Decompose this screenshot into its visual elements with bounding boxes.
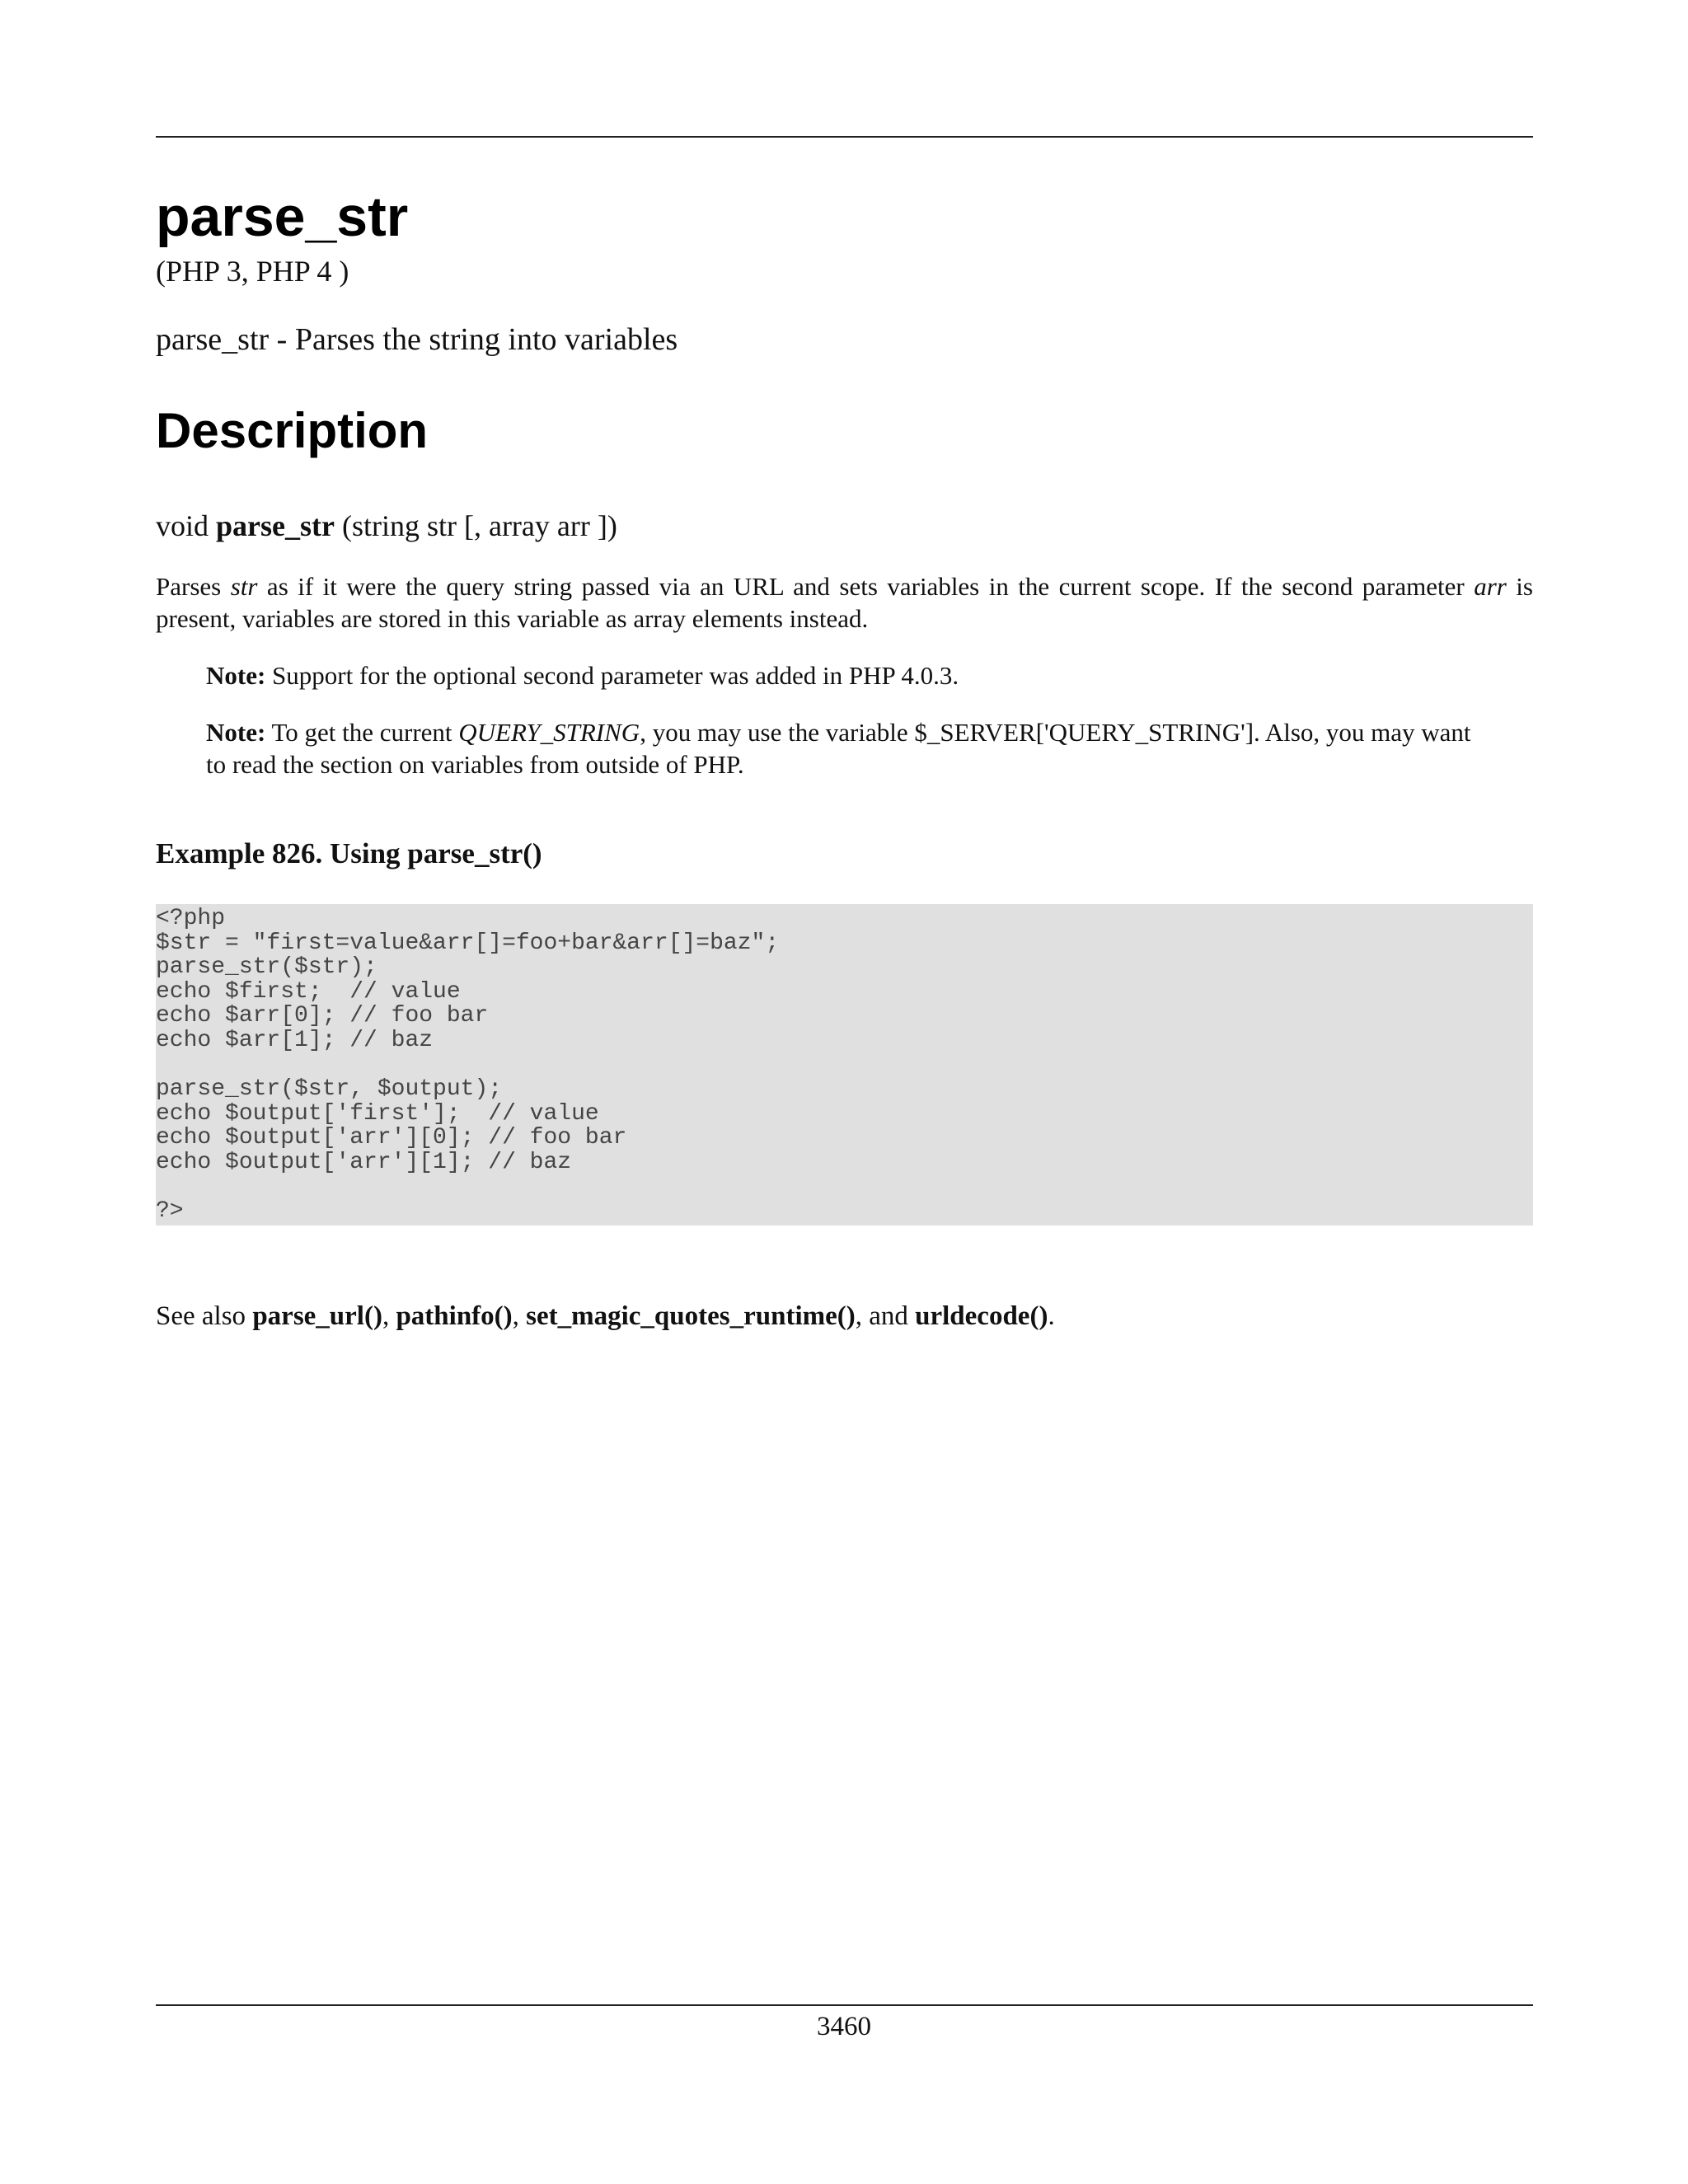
see-also-separator: , [382,1301,396,1331]
note-emphasis: QUERY_STRING [458,718,640,747]
code-line: parse_str($str, $output); [156,1076,503,1103]
see-also-link-parse-url[interactable]: parse_url() [252,1301,382,1331]
code-line: echo $output['arr'][1]; // baz [156,1149,572,1175]
page-number: 3460 [817,2012,871,2041]
note-query-string [206,716,1492,780]
description-text-2: as if it were the query string passed via an URL and sets variables in the current scope. If the second parameter [257,572,1475,601]
see-also-link-pathinfo[interactable]: pathinfo() [396,1301,513,1331]
function-synopsis [156,509,617,544]
description-text-1: Parses [156,572,231,601]
see-also [156,1301,1055,1333]
code-line: $str = "first=value&arr[]=foo+bar&arr[]=baz"; [156,930,780,956]
example-title: Example 826. Using parse_str() [156,837,542,869]
header-rule [156,136,1533,138]
section-heading-description: Description [156,403,429,458]
see-also-link-urldecode[interactable]: urldecode() [915,1301,1048,1331]
code-line: <?php [156,906,226,931]
param-str: str [230,572,258,601]
note-second-parameter [206,659,1492,691]
note-label: Note: [206,661,266,690]
description-text-3: is present, variables are stored in this variable as array elements instead. [156,572,1533,633]
code-example [156,904,1533,1226]
note-text: Support for the optional second parameter was added in PHP 4.0.3. [265,661,959,690]
code-line: echo $output['first']; // value [156,1100,599,1127]
code-line: ?> [156,1198,184,1225]
synopsis-return-type: void [156,509,217,542]
page-title: parse_str [156,185,409,248]
code-line: echo $arr[1]; // baz [156,1027,434,1053]
code-line: echo $arr[0]; // foo bar [156,1003,489,1029]
see-also-link-set-magic-quotes-runtime[interactable]: set_magic_quotes_runtime() [526,1301,856,1331]
see-also-separator: , and [855,1301,916,1331]
code-line: echo $output['arr'][0]; // foo bar [156,1125,627,1151]
see-also-suffix: . [1048,1301,1055,1331]
code-line [156,1175,1533,1200]
code-line: parse_str($str); [156,954,377,981]
note-text-before: To get the current [265,718,459,747]
refpurpose: parse_str - Parses the string into variables [156,322,678,357]
code-line [156,1053,1533,1078]
param-arr: arr [1474,572,1507,601]
see-also-separator: , [512,1301,527,1331]
note-label: Note: [206,718,266,747]
php-versions: (PHP 3, PHP 4 ) [156,255,349,288]
synopsis-function-name: parse_str [216,509,335,542]
see-also-prefix: See also [156,1301,253,1331]
footer-rule [156,2004,1533,2006]
code-line: echo $first; // value [156,978,461,1005]
note-text-after: , you may use the variable $_SERVER['QUERY_STRING']. Also, you may want to read the section on variables from outside of PHP. [206,718,1471,779]
description-paragraph [156,570,1533,635]
synopsis-params: (string str [, array arr ]) [334,509,617,542]
